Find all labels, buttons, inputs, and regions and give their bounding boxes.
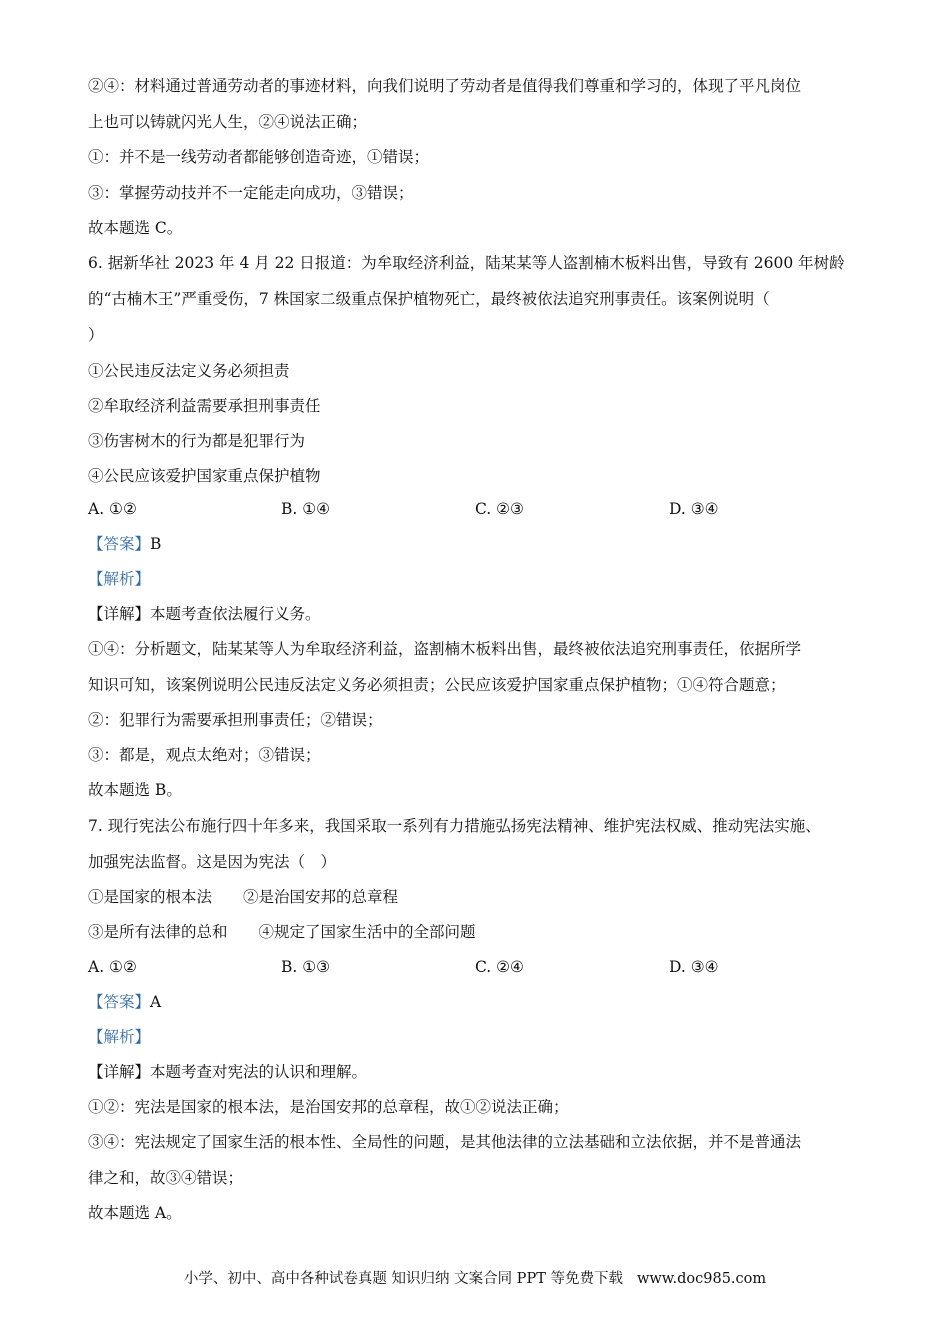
question-6-stem: 的“古楠木王”严重受伤，7 株国家二级重点保护植物死亡，最终被依法追究刑事责任。该案例说明（ xyxy=(88,290,770,308)
question-6-stem: 6. 据新华社 2023 年 4 月 22 日报道：为牟取经济利益，陆某某等人盗割楠木板料出售，导致有 2600 年树龄 xyxy=(88,254,845,272)
detail-text: 本题考查对宪法的认识和理解。 xyxy=(150,1063,368,1081)
option-d: D. ③④ xyxy=(669,958,719,976)
statement-2: ②牟取经济利益需要承担刑事责任 xyxy=(88,397,321,415)
explanation-line: 律之和，故③④错误； xyxy=(88,1169,244,1187)
detail-text: 本题考查依法履行义务。 xyxy=(150,605,321,623)
explanation-line: ①②：宪法是国家的根本法，是治国安邦的总章程，故①②说法正确； xyxy=(88,1098,569,1116)
page-footer xyxy=(0,1268,950,1290)
answer-tag: 【答案】 xyxy=(88,993,151,1011)
footer-site-link[interactable]: www.doc985.com xyxy=(636,1271,767,1287)
detail-line xyxy=(88,603,321,625)
detail-line xyxy=(88,1061,367,1083)
statement-row-2: ③是所有法律的总和 ④规定了国家生活中的全部问题 xyxy=(88,923,476,941)
answer-line xyxy=(88,991,161,1013)
explanation-line: ①：并不是一线劳动者都能够创造奇迹，①错误； xyxy=(88,148,430,166)
question-7-stem: 7. 现行宪法公布施行四十年多来，我国采取一系列有力措施弘扬宪法精神、维护宪法权威、推动宪法实施、 xyxy=(88,817,821,835)
explanation-line: ②：犯罪行为需要承担刑事责任；②错误； xyxy=(88,711,383,729)
explanation-line: ③：都是，观点太绝对；③错误； xyxy=(88,746,321,764)
explanation-line: ①④：分析题文，陆某某等人为牟取经济利益，盗割楠木板料出售，最终被依法追究刑事责任，依据所学 xyxy=(88,640,802,658)
answer-line xyxy=(88,533,161,555)
statement-4: ④公民应该爱护国家重点保护植物 xyxy=(88,467,321,485)
analysis-tag: 【解析】 xyxy=(88,1028,151,1046)
statement-3: ③伤害树木的行为都是犯罪行为 xyxy=(88,432,306,450)
answer-value: B xyxy=(150,535,162,553)
question-7-stem: 加强宪法监督。这是因为宪法（ ） xyxy=(88,853,337,871)
statement-row-1: ①是国家的根本法 ②是治国安邦的总章程 xyxy=(88,888,399,906)
option-d: D. ③④ xyxy=(669,500,719,518)
answer-value: A xyxy=(150,993,162,1011)
conclusion-line: 故本题选 A。 xyxy=(88,1204,182,1222)
conclusion-line: 故本题选 C。 xyxy=(88,219,183,237)
question-6-stem: ） xyxy=(88,326,104,344)
explanation-line: ③：掌握劳动技并不一定能走向成功，③错误； xyxy=(88,184,414,202)
analysis-heading xyxy=(88,1026,150,1048)
option-a: A. ①② xyxy=(88,500,137,518)
statement-1: ①公民违反法定义务必须担责 xyxy=(88,362,290,380)
option-c: C. ②③ xyxy=(475,500,524,518)
explanation-line: ③④：宪法规定了国家生活的根本性、全局性的问题，是其他法律的立法基础和立法依据，并不是普通法 xyxy=(88,1133,802,1151)
detail-tag: 【详解】 xyxy=(88,1063,151,1081)
explanation-line: 上也可以铸就闪光人生，②④说法正确； xyxy=(88,113,368,131)
option-b: B. ①③ xyxy=(281,958,331,976)
answer-tag: 【答案】 xyxy=(88,535,151,553)
conclusion-line: 故本题选 B。 xyxy=(88,781,182,799)
footer-text: 小学、初中、高中各种试卷真题 知识归纳 文案合同 PPT 等免费下载 xyxy=(183,1271,623,1287)
option-b: B. ①④ xyxy=(281,500,331,518)
option-c: C. ②④ xyxy=(475,958,524,976)
explanation-line: ②④：材料通过普通劳动者的事迹材料，向我们说明了劳动者是值得我们尊重和学习的，体现了平凡岗位 xyxy=(88,77,802,95)
explanation-line: 知识可知，该案例说明公民违反法定义务必须担责；公民应该爱护国家重点保护植物；①④符合题意； xyxy=(88,676,786,694)
option-a: A. ①② xyxy=(88,958,137,976)
detail-tag: 【详解】 xyxy=(88,605,151,623)
analysis-heading xyxy=(88,568,150,590)
analysis-tag: 【解析】 xyxy=(88,570,151,588)
